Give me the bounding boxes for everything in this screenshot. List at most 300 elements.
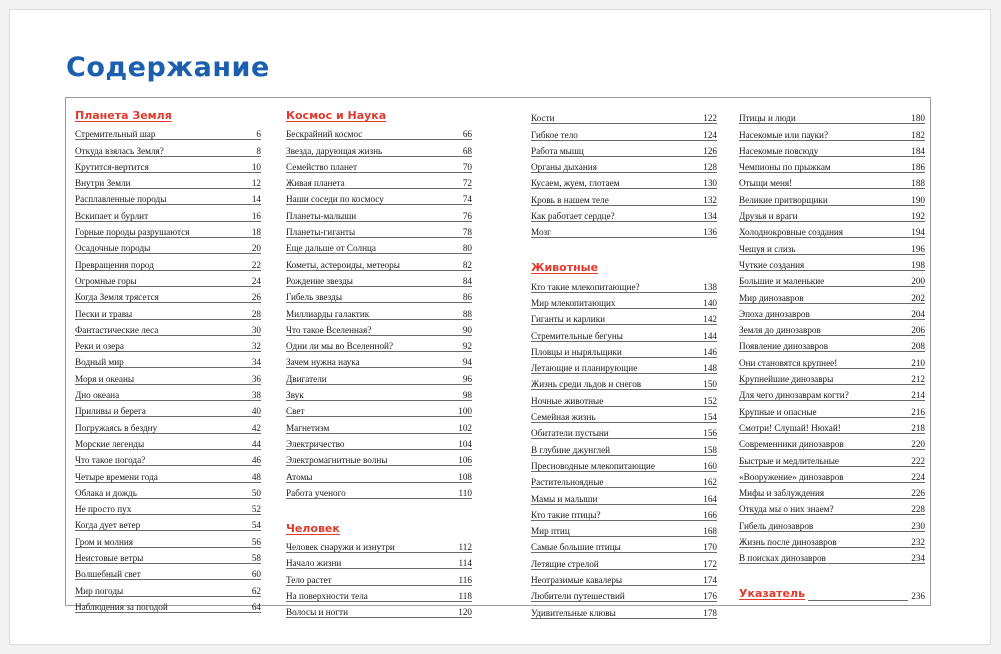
toc-entry-title: Дно океана [75,390,120,401]
toc-entry[interactable] [75,124,261,140]
toc-entry-title: Гибель звезды [286,292,342,303]
toc-entry[interactable] [739,173,925,189]
toc-entry-page: 124 [703,129,717,140]
toc-entry[interactable] [531,505,717,521]
toc-entry-title: Еще дальше от Солнца [286,243,376,254]
toc-entry-page: 226 [911,488,925,499]
toc-entry[interactable] [739,189,925,205]
toc-entry[interactable] [75,189,261,205]
toc-entry[interactable] [531,222,717,238]
toc-entry-page: 68 [462,145,472,156]
toc-entry-title: Мир динозавров [739,292,804,303]
toc-entry-page: 50 [251,487,261,498]
toc-entry-page: 106 [458,455,472,466]
toc-entry-page: 160 [703,460,717,471]
toc-entry[interactable] [531,342,717,358]
toc-entry[interactable] [739,434,925,450]
toc-entry-title: Работа мышц [531,145,584,156]
toc-entry-page: 152 [703,395,717,406]
toc-entry-page: 198 [911,259,925,270]
toc-entry-page: 190 [911,194,925,205]
toc-entry-page: 16 [251,210,261,221]
toc-entry-title: Гром и молния [75,536,133,547]
toc-entry[interactable] [75,417,261,433]
toc-entry-title: Холоднокровные создания [739,227,844,238]
toc-entry-page: 20 [251,243,261,254]
toc-entry[interactable] [739,206,925,222]
toc-entry[interactable] [75,303,261,319]
toc-entry-title: Неистовые ветры [75,553,144,564]
toc-entry-title: Смотри! Слушай! Нюхай! [739,422,841,433]
toc-entry[interactable] [739,483,925,499]
toc-entry-page: 136 [703,227,717,238]
toc-entry-title: Когда дует ветер [75,520,141,531]
toc-entry[interactable] [739,157,925,173]
toc-entry-page: 6 [256,129,261,140]
toc-entry-page: 196 [911,243,925,254]
toc-entry-title: В поисках динозавров [739,553,826,564]
toc-entry-title: Быстрые и медлительные [739,455,839,466]
toc-entry-page: 194 [911,227,925,238]
toc-entry[interactable] [286,537,472,553]
toc-entry-title: Моря и океаны [75,373,135,384]
toc-entry-page: 210 [911,357,925,368]
toc-entry-page: 8 [256,145,261,156]
toc-entry-page: 134 [703,211,717,222]
toc-entry-title: Великие притворщики [739,194,828,205]
toc-entry-title: Кусаем, жуем, глотаем [531,178,620,189]
toc-entry-title: Обитатели пустыни [531,428,609,439]
toc-entry-page: 216 [911,406,925,417]
toc-entry-page: 70 [462,161,472,172]
toc-entry[interactable] [75,157,261,173]
toc-entry[interactable] [531,358,717,374]
section-space-list [286,124,472,499]
toc-column-2 [286,108,472,618]
toc-entry-page: 48 [251,471,261,482]
toc-entry-title: Атомы [286,471,313,482]
toc-entry-title: Жизнь среди льдов и снегов [531,379,642,390]
toc-entry-title: Гибкое тело [531,129,578,140]
toc-entry-page: 56 [251,536,261,547]
toc-entry-page: 74 [462,194,472,205]
toc-entry-page: 236 [911,591,925,602]
toc-entry-page: 176 [703,591,717,602]
toc-entry[interactable] [286,602,472,618]
toc-entry[interactable] [531,390,717,406]
toc-entry[interactable] [531,570,717,586]
toc-entry[interactable] [739,548,925,564]
toc-entry-title: Магнетизм [286,422,330,433]
toc-entry[interactable] [739,401,925,417]
toc-entry[interactable] [286,124,472,140]
toc-entry-page: 204 [911,308,925,319]
toc-entry[interactable] [531,189,717,205]
toc-entry[interactable] [75,173,261,189]
toc-entry-page: 80 [462,243,472,254]
toc-entry[interactable] [739,467,925,483]
toc-entry-title: Летающие и планирующие [531,363,638,374]
toc-entry[interactable] [286,417,472,433]
toc-entry-title: Мир млекопитающих [531,297,616,308]
toc-entry-title: Горные породы разрушаются [75,227,190,238]
toc-entry[interactable] [531,472,717,488]
toc-entry-page: 92 [462,341,472,352]
toc-entry-title: Жизнь после динозавров [739,537,837,548]
toc-entry[interactable] [286,553,472,569]
toc-entry[interactable] [531,141,717,157]
toc-entry-page: 192 [911,211,925,222]
toc-entry[interactable] [531,456,717,472]
toc-entry[interactable] [531,276,717,292]
toc-entry-page: 78 [462,227,472,238]
toc-entry-page: 128 [703,162,717,173]
toc-entry[interactable] [739,336,925,352]
toc-entry-title: Гибель динозавров [739,520,814,531]
section-animals-list [531,276,717,618]
toc-entry-page: 224 [911,471,925,482]
toc-entry[interactable] [739,320,925,336]
toc-entry[interactable] [286,320,472,336]
toc-entry-page: 76 [462,210,472,221]
toc-entry[interactable] [75,531,261,547]
toc-entry-title: Электричество [286,438,345,449]
toc-entry[interactable] [75,336,261,352]
toc-entry[interactable] [739,352,925,368]
toc-entry-page: 202 [911,292,925,303]
toc-entry-title: Водный мир [75,357,124,368]
toc-entry-title: Звезда, дарующая жизнь [286,145,383,156]
toc-entry[interactable] [739,532,925,548]
toc-entry-title: Кто такие птицы? [531,509,601,520]
toc-entry[interactable] [531,521,717,537]
toc-entry-title: Внутри Земли [75,178,131,189]
toc-entry-title: Ночные животные [531,395,604,406]
toc-entry[interactable] [286,401,472,417]
toc-entry-title: Начало жизни [286,558,342,569]
page-title: Содержание [66,52,270,83]
toc-entry[interactable] [531,374,717,390]
toc-entry-title: Современники динозавров [739,439,844,450]
toc-entry-title: Стремительные бегуны [531,330,623,341]
toc-entry-page: 158 [703,444,717,455]
toc-entry[interactable] [286,222,472,238]
toc-entry-title: Пловцы и ныряльщики [531,346,622,357]
toc-entry-page: 164 [703,493,717,504]
toc-entry[interactable] [531,206,717,222]
toc-entry-page: 126 [703,145,717,156]
toc-entry[interactable] [75,368,261,384]
toc-entry[interactable] [531,407,717,423]
toc-entry-page: 222 [911,455,925,466]
toc-entry-title: Чешуя и слизь [739,243,796,254]
toc-entry-page: 150 [703,379,717,390]
toc-entry-title: Появление динозавров [739,341,829,352]
section-heading-planet: Планета Земля [75,109,172,122]
toc-entry[interactable] [739,499,925,515]
toc-entry-title: Морские легенды [75,438,145,449]
toc-entry[interactable] [75,385,261,401]
toc-entry[interactable] [75,548,261,564]
toc-entry[interactable] [286,238,472,254]
toc-entry[interactable] [286,434,472,450]
toc-entry-title: Облака и дождь [75,487,137,498]
toc-entry-title: Органы дыхания [531,162,597,173]
toc-entry-page: 66 [462,129,472,140]
toc-entry-page: 208 [911,341,925,352]
toc-entry[interactable] [286,287,472,303]
toc-entry-title: Самые большие птицы [531,542,621,553]
toc-entry[interactable] [739,450,925,466]
toc-entry[interactable] [286,189,472,205]
toc-entry-title: Планеты-малыши [286,210,357,221]
toc-entry-title: Удивительные клювы [531,607,616,618]
toc-entry[interactable] [531,488,717,504]
toc-entry-title: Земля до динозавров [739,325,821,336]
toc-entry[interactable] [286,271,472,287]
toc-entry-title: Чемпионы по прыжкам [739,162,831,173]
toc-entry[interactable] [739,369,925,385]
toc-entry-title: Пески и травы [75,308,133,319]
toc-entry-page: 188 [911,178,925,189]
toc-entry-title: Когда Земля трясется [75,292,159,303]
toc-entry[interactable] [531,157,717,173]
toc-entry-title: Отыщи меня! [739,178,793,189]
toc-entry-page: 96 [462,373,472,384]
toc-entry[interactable] [531,293,717,309]
toc-entry-title: Четыре времени года [75,471,158,482]
toc-entry-page: 52 [251,504,261,515]
toc-entry-title: Волшебный свет [75,569,141,580]
toc-entry-page: 122 [703,113,717,124]
toc-entry-page: 30 [251,324,261,335]
toc-entry[interactable] [739,418,925,434]
toc-entry-page: 42 [251,422,261,433]
toc-entry[interactable] [75,564,261,580]
toc-entry[interactable] [286,336,472,352]
toc-entry[interactable] [75,320,261,336]
toc-entry-title: Крупные и опасные [739,406,817,417]
toc-entry-page: 118 [458,591,472,602]
toc-entry-title: Работа ученого [286,487,346,498]
toc-entry[interactable] [75,254,261,270]
toc-entry-title: Крупнейшие динозавры [739,374,834,385]
toc-entry-title: Зачем нужна наука [286,357,360,368]
toc-entry[interactable] [75,352,261,368]
toc-entry[interactable] [531,537,717,553]
toc-entry[interactable] [739,304,925,320]
section-planet-list [75,124,261,613]
toc-entry-title: Пресноводные млекопитающие [531,460,655,471]
toc-entry[interactable] [531,325,717,341]
toc-entry-title: Двигатели [286,373,327,384]
toc-entry-page: 18 [251,227,261,238]
section-human-list [286,537,472,618]
toc-entry-page: 174 [703,575,717,586]
toc-entry-title: Наши соседи по космосу [286,194,384,205]
toc-entry[interactable] [75,140,261,156]
toc-entry[interactable] [739,238,925,254]
toc-entry[interactable] [739,222,925,238]
toc-entry[interactable] [75,499,261,515]
section-animals-cont-list [739,108,925,564]
toc-entry-title: Огромные горы [75,275,137,286]
toc-entry-page: 116 [458,574,472,585]
toc-entry[interactable] [75,238,261,254]
toc-entry-title: Мамы и малыши [531,493,598,504]
toc-entry[interactable] [531,173,717,189]
toc-entry-title: Погружаясь в бездну [75,422,158,433]
toc-entry[interactable] [75,271,261,287]
toc-entry[interactable] [75,515,261,531]
toc-entry-page: 94 [462,357,472,368]
toc-entry-title: Для чего динозаврам когти? [739,390,849,401]
toc-entry-title: Семейная жизнь [531,412,596,423]
toc-entry[interactable] [739,141,925,157]
toc-entry-page: 114 [458,558,472,569]
toc-entry[interactable] [75,597,261,613]
toc-entry-title: Кто такие млекопитающие? [531,281,640,292]
toc-entry-title: Планеты-гиганты [286,227,356,238]
section-human-cont-list [531,108,717,238]
toc-entry-title: Живая планета [286,178,345,189]
toc-entry[interactable] [75,580,261,596]
toc-entry[interactable] [286,303,472,319]
toc-entry[interactable] [286,385,472,401]
toc-entry-title: Летящие стрелой [531,558,599,569]
toc-entry-page: 108 [458,471,472,482]
toc-entry[interactable] [75,205,261,221]
toc-entry-page: 86 [462,292,472,303]
toc-entry[interactable] [286,205,472,221]
toc-entry-page: 156 [703,428,717,439]
toc-entry-title: Волосы и ногти [286,607,348,618]
toc-entry[interactable] [739,385,925,401]
toc-entry[interactable] [286,254,472,270]
toc-entry[interactable] [286,140,472,156]
toc-entry-title: Приливы и берега [75,406,146,417]
toc-entry-page: 100 [458,406,472,417]
toc-entry[interactable] [739,515,925,531]
toc-entry-page: 102 [458,422,472,433]
toc-entry[interactable] [286,586,472,602]
toc-entry-title: Электромагнитные волны [286,455,388,466]
toc-entry-page: 62 [251,585,261,596]
toc-entry[interactable] [75,450,261,466]
toc-entry[interactable] [75,401,261,417]
toc-entry-index[interactable] [739,586,925,601]
toc-entry[interactable] [286,466,472,482]
toc-entry-title: Расплавленные породы [75,194,167,205]
toc-entry[interactable] [531,309,717,325]
toc-entry[interactable] [75,434,261,450]
toc-entry-title: Рождение звезды [286,275,353,286]
toc-entry[interactable] [75,222,261,238]
toc-entry[interactable] [531,586,717,602]
toc-entry-page: 60 [251,569,261,580]
toc-entry-title: Кости [531,113,555,124]
toc-entry-title: Наблюдения за погодой [75,601,168,612]
toc-entry[interactable] [531,423,717,439]
toc-entry-page: 146 [703,346,717,357]
toc-entry-title: Мир птиц [531,526,570,537]
toc-entry[interactable] [286,450,472,466]
section-heading-animals: Животные [531,261,599,275]
toc-entry[interactable] [286,173,472,189]
toc-entry-page: 206 [911,325,925,336]
toc-entry[interactable] [75,483,261,499]
leader-dots [808,587,908,601]
toc-entry-title: Откуда мы о них знаем? [739,504,834,515]
toc-entry-page: 154 [703,412,717,423]
toc-entry-title: Друзья и враги [739,211,798,222]
toc-entry[interactable] [739,287,925,303]
toc-entry[interactable] [286,569,472,585]
toc-entry-page: 104 [458,438,472,449]
toc-entry-title: Миллиарды галактик [286,308,370,319]
toc-entry-page: 24 [251,275,261,286]
toc-entry[interactable] [739,255,925,271]
toc-column-4 [739,108,925,601]
toc-entry-page: 142 [703,314,717,325]
toc-entry-title: Бескрайний космос [286,129,363,140]
toc-entry-title: Они становятся крупнее! [739,357,838,368]
toc-entry-title: Одни ли мы во Вселенной? [286,341,394,352]
toc-entry-page: 34 [251,357,261,368]
toc-entry-page: 84 [462,275,472,286]
toc-entry-page: 132 [703,194,717,205]
toc-entry[interactable] [531,553,717,569]
toc-entry-title: Эпоха динозавров [739,308,810,319]
toc-entry[interactable] [531,439,717,455]
toc-entry[interactable] [286,483,472,499]
toc-entry-page: 186 [911,162,925,173]
toc-entry-page: 172 [703,558,717,569]
toc-entry[interactable] [739,108,925,124]
toc-entry-title: Крутится-вертится [75,161,149,172]
toc-entry-page: 112 [458,542,472,553]
toc-entry-page: 184 [911,145,925,156]
toc-entry[interactable] [286,368,472,384]
toc-entry-page: 26 [251,292,261,303]
toc-entry-title: Неотразимые кавалеры [531,575,623,586]
toc-entry-page: 64 [251,601,261,612]
toc-entry[interactable] [739,271,925,287]
toc-entry-page: 22 [251,259,261,270]
toc-entry-title: Не просто пух [75,504,132,515]
toc-entry-page: 180 [911,113,925,124]
toc-entry-page: 82 [462,259,472,270]
toc-entry-title: Семейство планет [286,161,357,172]
toc-entry-title: Мозг [531,227,551,238]
toc-entry-page: 162 [703,477,717,488]
toc-entry[interactable] [531,108,717,124]
toc-entry[interactable] [286,352,472,368]
toc-entry-title: Фантастические леса [75,324,159,335]
toc-entry-title: Стремительный шар [75,129,156,140]
toc-entry-title: Как работает сердце? [531,211,615,222]
section-heading-index: Указатель [739,587,806,601]
toc-entry[interactable] [286,157,472,173]
toc-entry-page: 44 [251,438,261,449]
toc-entry[interactable] [739,124,925,140]
toc-entry[interactable] [75,466,261,482]
toc-entry-title: Откуда взялась Земля? [75,145,164,156]
toc-entry[interactable] [531,124,717,140]
toc-entry[interactable] [75,287,261,303]
toc-entry[interactable] [531,602,717,618]
toc-entry-title: Осадочные породы [75,243,151,254]
